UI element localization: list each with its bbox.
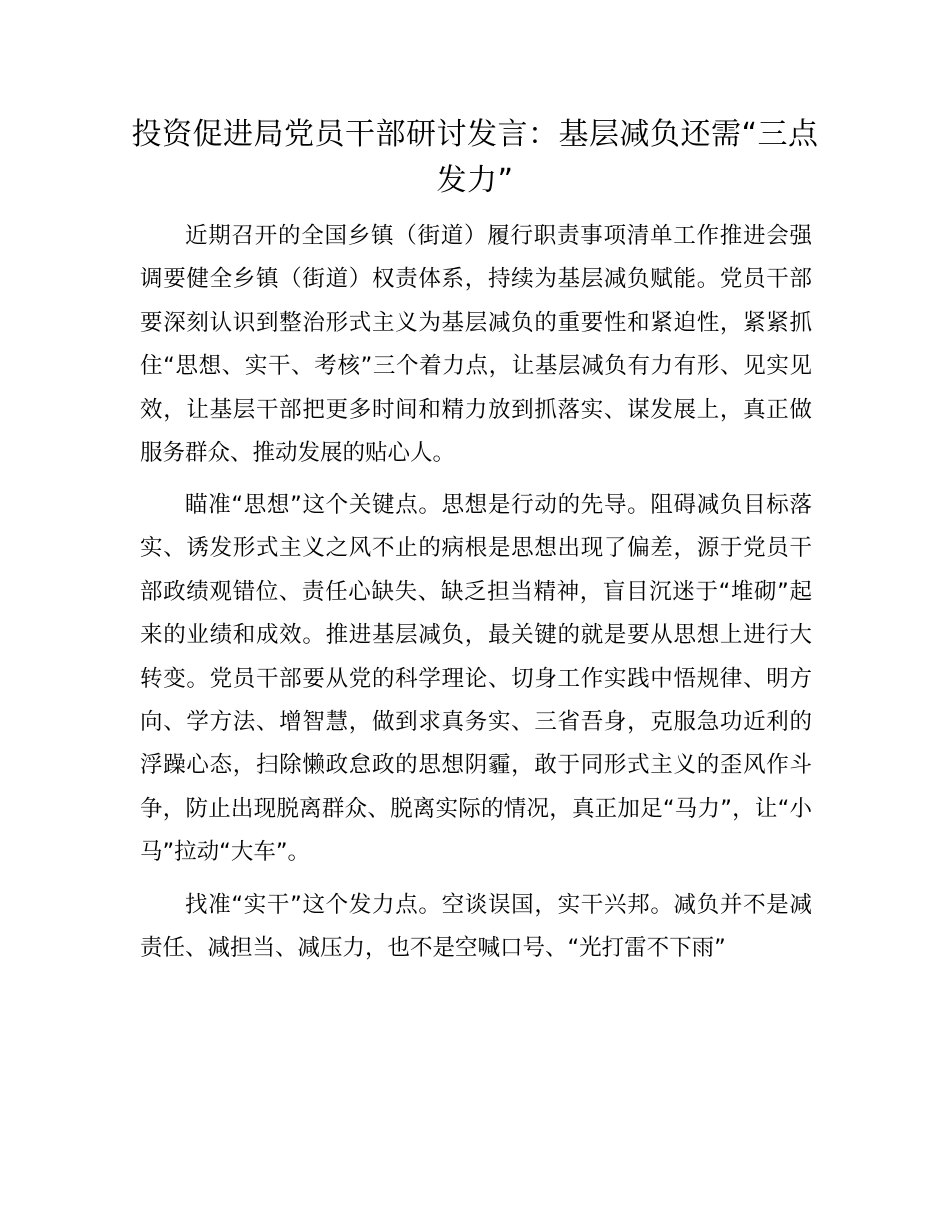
paragraph-intro: 近期召开的全国乡镇（街道）履行职责事项清单工作推进会强调要健全乡镇（街道）权责体系，持续为基层减负赋能。党员干部要深刻认识到整治形式主义为基层减负的重要性和紧迫性，紧紧抓住“思想、实干、考核”三个着力点，让基层减负有力有形、见实见效，让基层干部把更多时间和精力放到抓落实、谋发展上，真正做服务群众、推动发展的贴心人。 xyxy=(140,223,812,467)
document-title: 投资促进局党员干部研讨发言：基层减负还需“三点发力” xyxy=(131,117,819,198)
paragraph-thought: 瞄准“思想”这个关键点。思想是行动的先导。阻碍减负目标落实、诱发形式主义之风不止的病根是思想出现了偏差，源于党员干部政绩观错位、责任心缺失、缺乏担当精神，盲目沉迷于“堆砌”起来的业绩和成效。推进基层减负，最关键的就是要从思想上进行大转变。党员干部要从党的科学理论、切身工作实践中悟规律、明方向、学方法、增智慧，做到求真务实、三省吾身，克服急功近利的浮躁心态，扫除懒政怠政的思想阴霾，敢于同形式主义的歪风作斗争，防止出现脱离群众、脱离实际的情况，真正加足“马力”，让“小马”拉动“大车”。 xyxy=(140,492,812,866)
paragraph-practice: 找准“实干”这个发力点。空谈误国，实干兴邦。减负并不是减责任、减担当、减压力，也不是空喊口号、“光打雷不下雨” xyxy=(140,892,812,962)
